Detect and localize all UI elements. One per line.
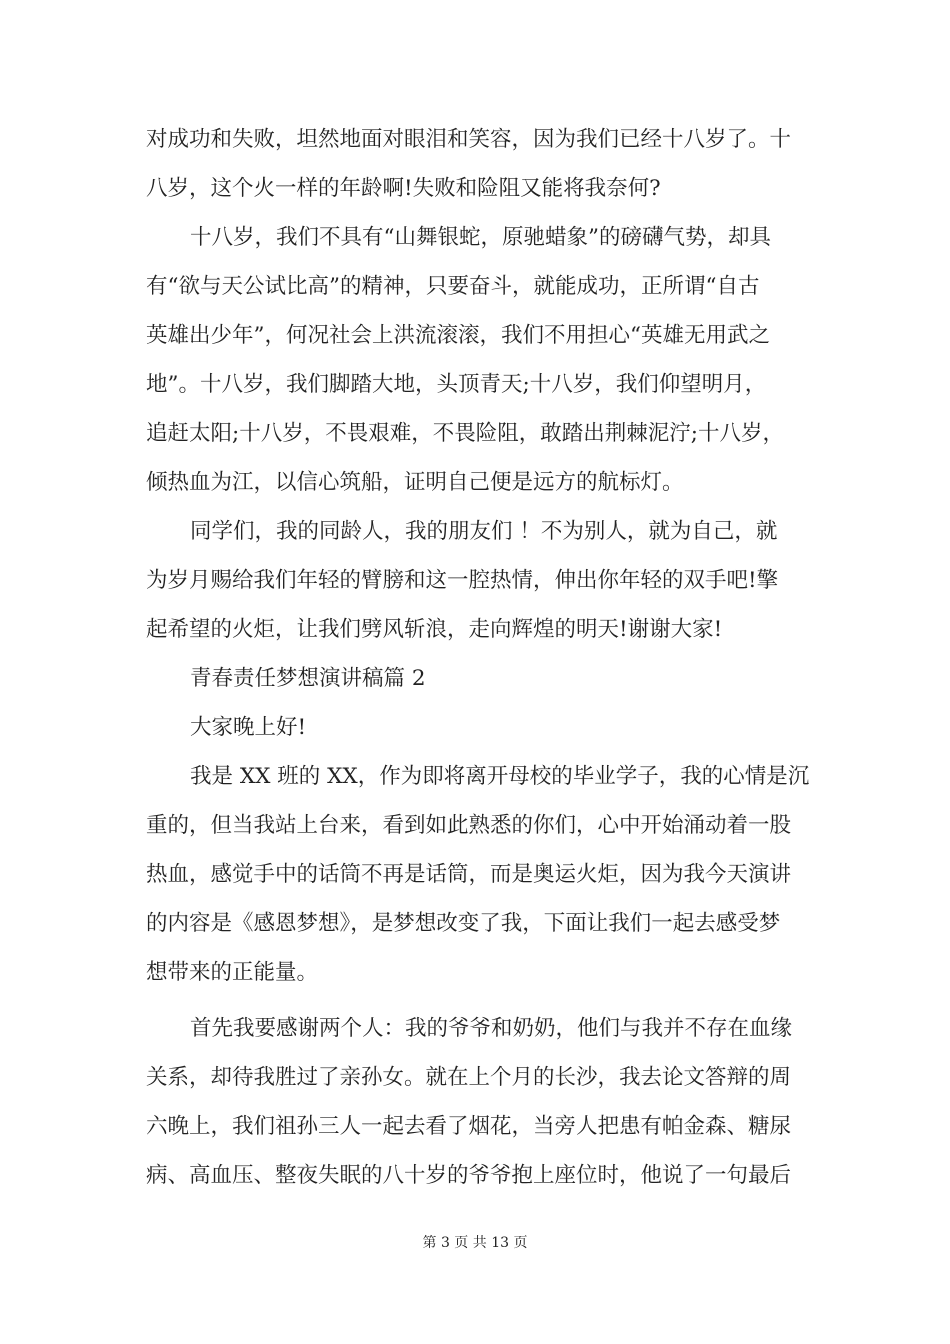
text-line: 的内容是《感恩梦想》，是梦想改变了我，下面让我们一起去感受梦: [146, 911, 781, 936]
text-line: 病、高血压、整夜失眠的八十岁的爷爷抱上座位时，他说了一句最后: [146, 1163, 792, 1188]
text-line: 关系，却待我胜过了亲孙女。就在上个月的长沙，我去论文答辩的周: [146, 1065, 792, 1090]
text-line: 八岁，这个火一样的年龄啊!失败和险阻又能将我奈何?: [146, 176, 661, 201]
text-line: 重的，但当我站上台来，看到如此熟悉的你们，心中开始涌动着一股: [146, 813, 792, 838]
text-line: 首先我要感谢两个人：我的爷爷和奶奶，他们与我并不存在血缘: [190, 1016, 793, 1041]
text-line: 想带来的正能量。: [146, 960, 319, 985]
text-line: 英雄出少年”，何况社会上洪流滚滚，我们不用担心“英雄无用武之: [146, 323, 770, 348]
text-line: 起希望的火炬，让我们劈风斩浪，走向辉煌的明天!谢谢大家!: [146, 617, 723, 642]
greeting-line: 大家晚上好!: [190, 715, 307, 740]
text-line: 有“欲与天公试比高”的精神，只要奋斗，就能成功，正所谓“自古: [146, 274, 760, 299]
section-heading: 青春责任梦想演讲稿篇 2: [190, 666, 426, 691]
page-footer: 第 3 页 共 13 页: [422, 1235, 528, 1251]
text-line: 追赶太阳;十八岁，不畏艰难，不畏险阻，敢踏出荆棘泥泞;十八岁，: [146, 421, 784, 446]
text-line: 倾热血为江，以信心筑船，证明自己便是远方的航标灯。: [146, 470, 684, 495]
text-line: 为岁月赐给我们年轻的臂膀和这一腔热情，伸出你年轻的双手吧!擎: [146, 568, 779, 593]
text-line: 我是 XX 班的 XX，作为即将离开母校的毕业学子，我的心情是沉: [190, 764, 810, 789]
text-line: 对成功和失败，坦然地面对眼泪和笑容，因为我们已经十八岁了。十: [146, 127, 792, 152]
text-line: 同学们，我的同龄人，我的朋友们 ！不为别人，就为自己，就: [190, 519, 778, 544]
text-line: 地”。十八岁，我们脚踏大地，头顶青天;十八岁，我们仰望明月，: [146, 372, 767, 397]
text-line: 十八岁，我们不具有“山舞银蛇，原驰蜡象”的磅礴气势，却具: [190, 225, 771, 250]
text-line: 六晚上，我们祖孙三人一起去看了烟花，当旁人把患有帕金森、糖尿: [146, 1114, 792, 1139]
text-line: 热血，感觉手中的话筒不再是话筒，而是奥运火炬，因为我今天演讲: [146, 862, 792, 887]
